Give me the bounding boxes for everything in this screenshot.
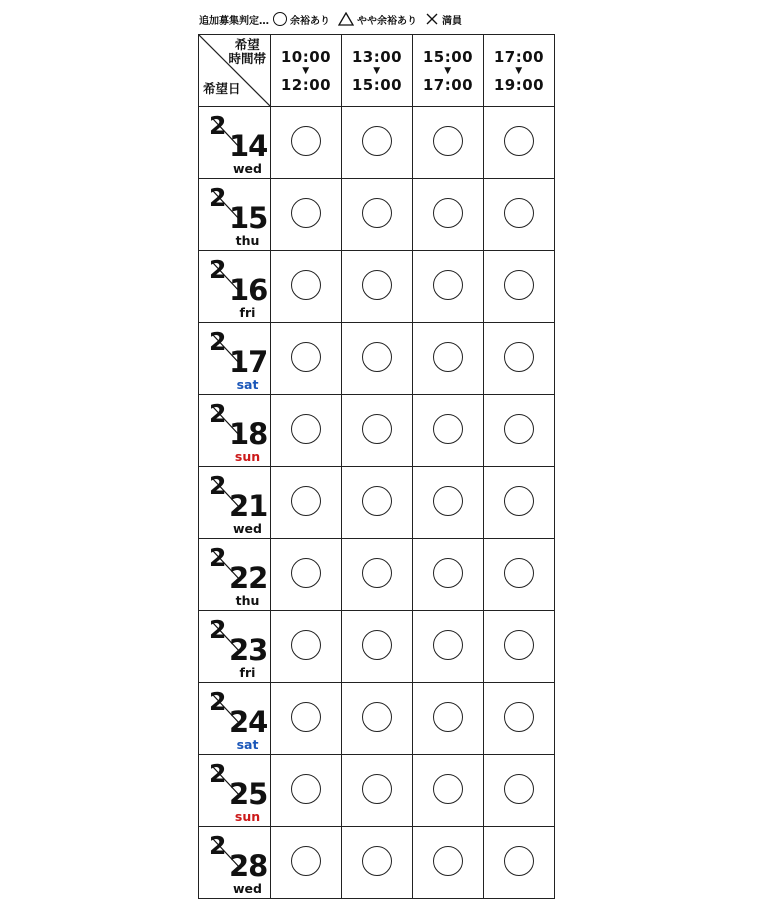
table-row bbox=[199, 683, 555, 755]
slot-cell bbox=[342, 755, 413, 827]
table-row bbox=[199, 611, 555, 683]
weekday-label: thu bbox=[235, 593, 260, 608]
slot-cell bbox=[413, 323, 484, 395]
circle-icon bbox=[433, 126, 463, 156]
slot-header-4: 17:00 ▼ 19:00 bbox=[484, 35, 555, 107]
date-cell bbox=[199, 323, 271, 395]
legend bbox=[199, 10, 470, 28]
date-cell bbox=[199, 683, 271, 755]
slot-cell bbox=[413, 467, 484, 539]
day-number: 22 bbox=[229, 561, 268, 595]
slot-cell bbox=[413, 395, 484, 467]
month-number: 2 bbox=[209, 399, 227, 428]
slot-cell bbox=[271, 179, 342, 251]
circle-icon bbox=[273, 12, 287, 26]
slot-cell bbox=[484, 179, 555, 251]
date-cell bbox=[199, 539, 271, 611]
slot-cell bbox=[484, 539, 555, 611]
slot-cell bbox=[271, 683, 342, 755]
circle-icon bbox=[433, 270, 463, 300]
circle-icon bbox=[291, 342, 321, 372]
day-number: 15 bbox=[229, 201, 268, 235]
circle-icon bbox=[504, 774, 534, 804]
slot-cell bbox=[484, 827, 555, 899]
circle-icon bbox=[504, 126, 534, 156]
arrow-down-icon: ▼ bbox=[302, 65, 310, 76]
circle-icon bbox=[291, 702, 321, 732]
month-number: 2 bbox=[209, 831, 227, 860]
weekday-label: sat bbox=[236, 377, 259, 392]
table-row bbox=[199, 395, 555, 467]
slot-cell bbox=[484, 467, 555, 539]
table-row bbox=[199, 107, 555, 179]
circle-icon bbox=[433, 630, 463, 660]
day-number: 21 bbox=[229, 489, 268, 523]
weekday-label: fri bbox=[239, 305, 256, 320]
circle-icon bbox=[504, 342, 534, 372]
slot-cell bbox=[484, 755, 555, 827]
slot-cell bbox=[271, 107, 342, 179]
slot-cell bbox=[413, 611, 484, 683]
arrow-down-icon: ▼ bbox=[515, 65, 523, 76]
circle-icon bbox=[362, 270, 392, 300]
circle-icon bbox=[433, 342, 463, 372]
slot-cell bbox=[342, 827, 413, 899]
slot-header-1: 10:00 ▼ 12:00 bbox=[271, 35, 342, 107]
slot-cell bbox=[413, 827, 484, 899]
slot-cell bbox=[271, 323, 342, 395]
month-number: 2 bbox=[209, 543, 227, 572]
circle-icon bbox=[362, 342, 392, 372]
circle-icon bbox=[433, 198, 463, 228]
slot-cell bbox=[484, 683, 555, 755]
slot-cell bbox=[413, 251, 484, 323]
slot-cell bbox=[484, 395, 555, 467]
month-number: 2 bbox=[209, 111, 227, 140]
slot-cell bbox=[271, 755, 342, 827]
table-row bbox=[199, 755, 555, 827]
day-axis-label: 希望日 bbox=[203, 81, 241, 96]
circle-icon bbox=[291, 270, 321, 300]
slot-cell bbox=[484, 323, 555, 395]
weekday-label: sat bbox=[236, 737, 259, 752]
circle-icon bbox=[433, 846, 463, 876]
circle-icon bbox=[504, 846, 534, 876]
month-number: 2 bbox=[209, 183, 227, 212]
slot-cell bbox=[342, 107, 413, 179]
slot-cell bbox=[484, 251, 555, 323]
weekday-label: sun bbox=[234, 449, 261, 464]
circle-icon bbox=[362, 198, 392, 228]
slot-cell bbox=[342, 323, 413, 395]
circle-icon bbox=[433, 486, 463, 516]
time-axis-label: 希望 時間帯 bbox=[228, 37, 266, 66]
circle-icon bbox=[504, 198, 534, 228]
circle-icon bbox=[433, 702, 463, 732]
circle-icon bbox=[504, 414, 534, 444]
date-cell bbox=[199, 107, 271, 179]
month-number: 2 bbox=[209, 615, 227, 644]
date-cell bbox=[199, 611, 271, 683]
circle-icon bbox=[362, 486, 392, 516]
circle-icon bbox=[433, 558, 463, 588]
slot-cell bbox=[342, 539, 413, 611]
day-number: 23 bbox=[229, 633, 268, 667]
date-cell bbox=[199, 755, 271, 827]
circle-icon bbox=[362, 846, 392, 876]
date-cell bbox=[199, 395, 271, 467]
slot-cell bbox=[342, 179, 413, 251]
month-number: 2 bbox=[209, 255, 227, 284]
slot-header-3: 15:00 ▼ 17:00 bbox=[413, 35, 484, 107]
date-cell bbox=[199, 827, 271, 899]
circle-icon bbox=[362, 414, 392, 444]
table-row bbox=[199, 251, 555, 323]
circle-icon bbox=[291, 414, 321, 444]
slot-cell bbox=[413, 755, 484, 827]
slot-cell bbox=[413, 179, 484, 251]
slot-cell bbox=[342, 467, 413, 539]
slot-cell bbox=[342, 395, 413, 467]
triangle-icon bbox=[338, 12, 354, 26]
circle-icon bbox=[504, 486, 534, 516]
date-cell bbox=[199, 179, 271, 251]
legend-label-limited: やや余裕あり bbox=[357, 15, 417, 27]
circle-icon bbox=[504, 270, 534, 300]
slot-cell bbox=[342, 251, 413, 323]
circle-icon bbox=[291, 630, 321, 660]
date-cell bbox=[199, 251, 271, 323]
month-number: 2 bbox=[209, 327, 227, 356]
weekday-label: thu bbox=[235, 233, 260, 248]
table-row bbox=[199, 323, 555, 395]
table-row bbox=[199, 179, 555, 251]
circle-icon bbox=[504, 558, 534, 588]
month-number: 2 bbox=[209, 687, 227, 716]
month-number: 2 bbox=[209, 759, 227, 788]
day-number: 16 bbox=[229, 273, 268, 307]
circle-icon bbox=[362, 774, 392, 804]
table-row bbox=[199, 827, 555, 899]
cross-icon bbox=[425, 12, 439, 26]
day-number: 28 bbox=[229, 849, 268, 883]
day-number: 17 bbox=[229, 345, 268, 379]
header-row bbox=[199, 35, 555, 107]
slot-cell bbox=[271, 611, 342, 683]
day-number: 14 bbox=[229, 129, 268, 163]
circle-icon bbox=[433, 774, 463, 804]
slot-cell bbox=[271, 395, 342, 467]
arrow-down-icon: ▼ bbox=[373, 65, 381, 76]
table-row bbox=[199, 539, 555, 611]
slot-cell bbox=[342, 611, 413, 683]
legend-title: 追加募集判定… bbox=[199, 15, 269, 27]
weekday-label: wed bbox=[233, 521, 262, 536]
circle-icon bbox=[291, 486, 321, 516]
circle-icon bbox=[362, 630, 392, 660]
slot-cell bbox=[342, 683, 413, 755]
weekday-label: sun bbox=[234, 809, 261, 824]
circle-icon bbox=[291, 774, 321, 804]
slot-cell bbox=[271, 539, 342, 611]
table-row bbox=[199, 467, 555, 539]
slot-cell bbox=[271, 251, 342, 323]
slot-cell bbox=[413, 539, 484, 611]
day-number: 25 bbox=[229, 777, 268, 811]
month-number: 2 bbox=[209, 471, 227, 500]
legend-label-available: 余裕あり bbox=[290, 15, 330, 27]
slot-cell bbox=[413, 683, 484, 755]
weekday-label: wed bbox=[233, 881, 262, 896]
arrow-down-icon: ▼ bbox=[444, 65, 452, 76]
circle-icon bbox=[291, 558, 321, 588]
circle-icon bbox=[291, 846, 321, 876]
date-cell bbox=[199, 467, 271, 539]
circle-icon bbox=[504, 630, 534, 660]
circle-icon bbox=[291, 198, 321, 228]
day-number: 24 bbox=[229, 705, 268, 739]
day-number: 18 bbox=[229, 417, 268, 451]
circle-icon bbox=[433, 414, 463, 444]
circle-icon bbox=[291, 126, 321, 156]
slot-cell bbox=[484, 611, 555, 683]
circle-icon bbox=[362, 558, 392, 588]
legend-label-full: 満員 bbox=[442, 15, 462, 27]
corner-header bbox=[199, 35, 271, 107]
slot-cell bbox=[271, 827, 342, 899]
slot-cell bbox=[484, 107, 555, 179]
schedule-table bbox=[198, 34, 555, 899]
slot-cell bbox=[271, 467, 342, 539]
weekday-label: wed bbox=[233, 161, 262, 176]
slot-cell bbox=[413, 107, 484, 179]
circle-icon bbox=[504, 702, 534, 732]
circle-icon bbox=[362, 126, 392, 156]
slot-header-2: 13:00 ▼ 15:00 bbox=[342, 35, 413, 107]
weekday-label: fri bbox=[239, 665, 256, 680]
circle-icon bbox=[362, 702, 392, 732]
